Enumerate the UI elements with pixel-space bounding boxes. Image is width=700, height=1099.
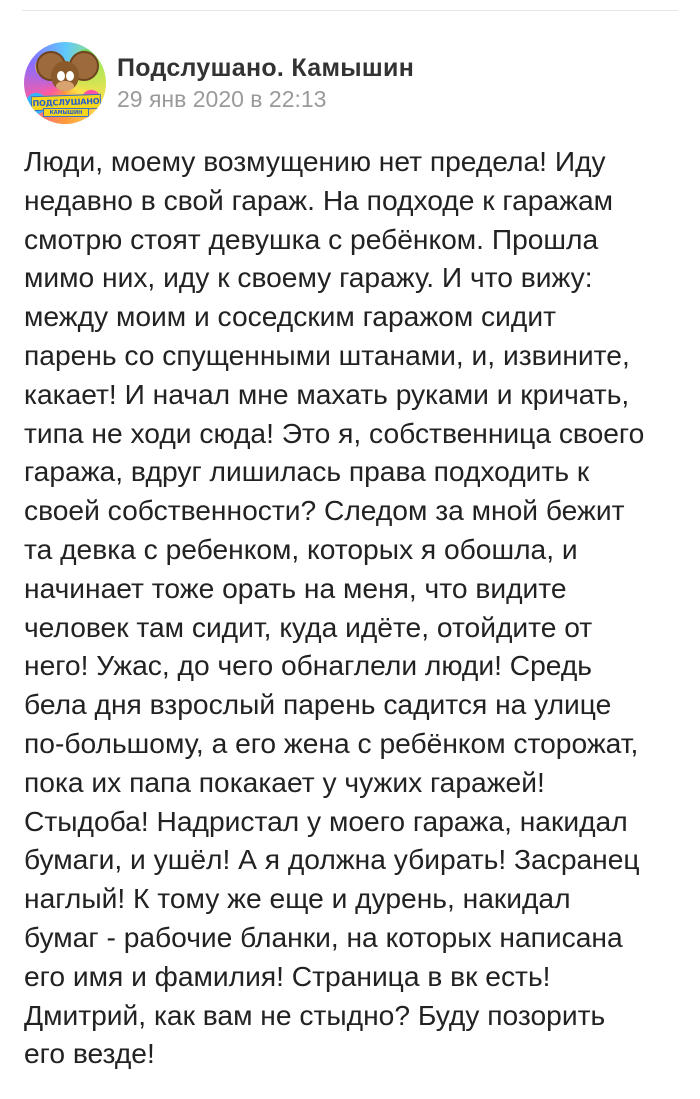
post-text-line: бела дня взрослый парень садится на улице — [24, 688, 612, 721]
post-text-line: своей собственности? Следом за мной бежит — [24, 494, 625, 527]
post-text-line: его имя и фамилия! Страница в вк есть! — [24, 959, 551, 992]
post-text-line: его везде! — [24, 1037, 155, 1070]
post-text-line: недавно в свой гараж. На подходе к гаражам — [24, 183, 614, 216]
post-text-line: него! Ужас, до чего обнаглели люди! Средь — [24, 649, 592, 682]
avatar-logo-subtext: КАМЫШИН — [49, 109, 83, 116]
post-text-line: между моим и соседским гаражом сидит — [24, 300, 556, 333]
post-body — [24, 142, 679, 1073]
post-header — [24, 41, 414, 125]
post-text-line: та девка с ребенком, которых я обошла, и — [24, 532, 578, 565]
post-text-line: гаража, вдруг лишилась права подходить к — [24, 455, 590, 488]
post-text-line: бумаги, и ушёл! А я должна убирать! Засранец — [24, 843, 640, 876]
post-text-line: пока их папа покакает у чужих гаражей! — [24, 765, 545, 798]
post-text-line: по-большому, а его жена с ребёнком сторожат, — [24, 726, 639, 759]
community-avatar[interactable] — [24, 42, 106, 124]
post-text-line: Дмитрий, как вам не стыдно? Буду позорить — [24, 998, 606, 1031]
top-divider — [22, 10, 678, 11]
community-name[interactable]: Подслушано. Камышин — [117, 54, 415, 82]
post-text-line: человек там сидит, куда идёте, отойдите от — [24, 610, 593, 643]
avatar-muzzle — [56, 81, 74, 91]
post-text-line: мимо них, иду к своему гаражу. И что вижу: — [24, 261, 593, 294]
avatar-logo-text: ПОДСЛУШАНО — [32, 96, 100, 109]
post-text-line: парень со спущенными штанами, и, извините, — [24, 338, 630, 371]
avatar-eye-left — [57, 71, 65, 81]
post-text-line: начинает тоже орать на меня, что видите — [24, 571, 567, 604]
post-meta — [117, 53, 414, 113]
post-date[interactable]: 29 янв 2020 в 22:13 — [117, 86, 327, 112]
post-text-line: типа не ходи сюда! Это я, собственница своего — [24, 416, 645, 449]
post-text-line: смотрю стоят девушка с ребёнком. Прошла — [24, 222, 599, 255]
post-text-line: какает! И начал мне махать руками и кричать, — [24, 377, 630, 410]
post-text-line: Стыдоба! Надристал у моего гаража, накидал — [24, 804, 628, 837]
avatar-logo-subbanner — [43, 108, 89, 117]
avatar-eye-right — [66, 71, 74, 81]
post-text-line: наглый! К тому же еще и дурень, накидал — [24, 882, 571, 915]
post-text-line: бумаг - рабочие бланки, на которых написана — [24, 920, 623, 953]
post-text-line: Люди, моему возмущению нет предела! Иду — [24, 145, 606, 177]
